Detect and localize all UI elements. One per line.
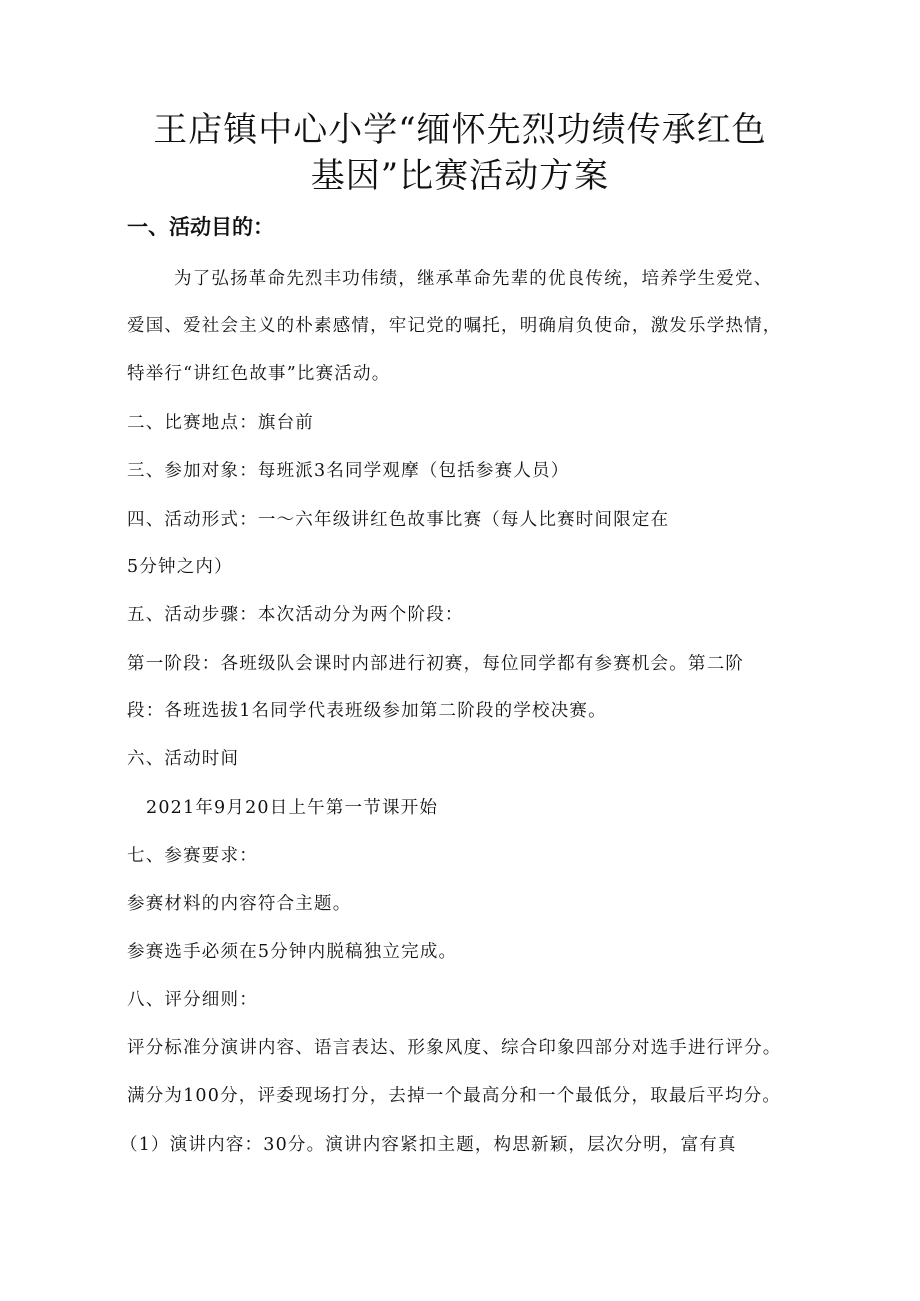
- section-steps-heading: 五、活动步骤：本次活动分为两个阶段：: [127, 605, 464, 625]
- purpose-paragraph-line-1: 为了弘扬革命先烈丰功伟绩，继承革命先辈的优良传统，培养学生爱党、: [174, 269, 773, 289]
- requirement-1: 参赛材料的内容符合主题。: [127, 894, 352, 914]
- purpose-paragraph-line-2: 爱国、爱社会主义的朴素感情，牢记党的嘱托，明确肩负使命，激发乐学热情，: [127, 316, 782, 336]
- section-scoring-heading: 八、评分细则：: [127, 990, 258, 1010]
- section-format-line-2: 5分钟之内）: [127, 557, 233, 577]
- steps-line-1: 第一阶段：各班级队会课时内部进行初赛，每位同学都有参赛机会。第二阶: [127, 654, 745, 674]
- section-requirements-heading: 七、参赛要求：: [127, 846, 258, 866]
- section-time-heading: 六、活动时间: [127, 749, 240, 769]
- requirement-2: 参赛选手必须在5分钟内脱稿独立完成。: [127, 942, 458, 962]
- scoring-line-1: 评分标准分演讲内容、语言表达、形象风度、综合印象四部分对选手进行评分。: [127, 1038, 782, 1058]
- time-value: 2021年9月20日上午第一节课开始: [146, 798, 439, 818]
- scoring-line-2: 满分为100分，评委现场打分，去掉一个最高分和一个最低分，取最后平均分。: [127, 1086, 782, 1106]
- section-format-line-1: 四、活动形式：一～六年级讲红色故事比赛（每人比赛时间限定在: [127, 510, 670, 530]
- section-participants: 三、参加对象：每班派3名同学观摩（包括参赛人员）: [127, 461, 570, 481]
- document-title-line-2: 基因”比赛活动方案: [310, 156, 610, 196]
- document-title-line-1: 王店镇中心小学“缅怀先烈功绩传承红色: [153, 110, 767, 150]
- section-location: 二、比赛地点：旗台前: [127, 413, 314, 433]
- section-heading-purpose: 一、活动目的：: [127, 215, 274, 239]
- purpose-paragraph-line-3: 特举行“讲红色故事”比赛活动。: [127, 364, 391, 384]
- steps-line-2: 段：各班选拔1名同学代表班级参加第二阶段的学校决赛。: [127, 701, 607, 721]
- scoring-item-1: （1）演讲内容：30分。演讲内容紧扣主题，构思新颖，层次分明，富有真: [120, 1135, 737, 1155]
